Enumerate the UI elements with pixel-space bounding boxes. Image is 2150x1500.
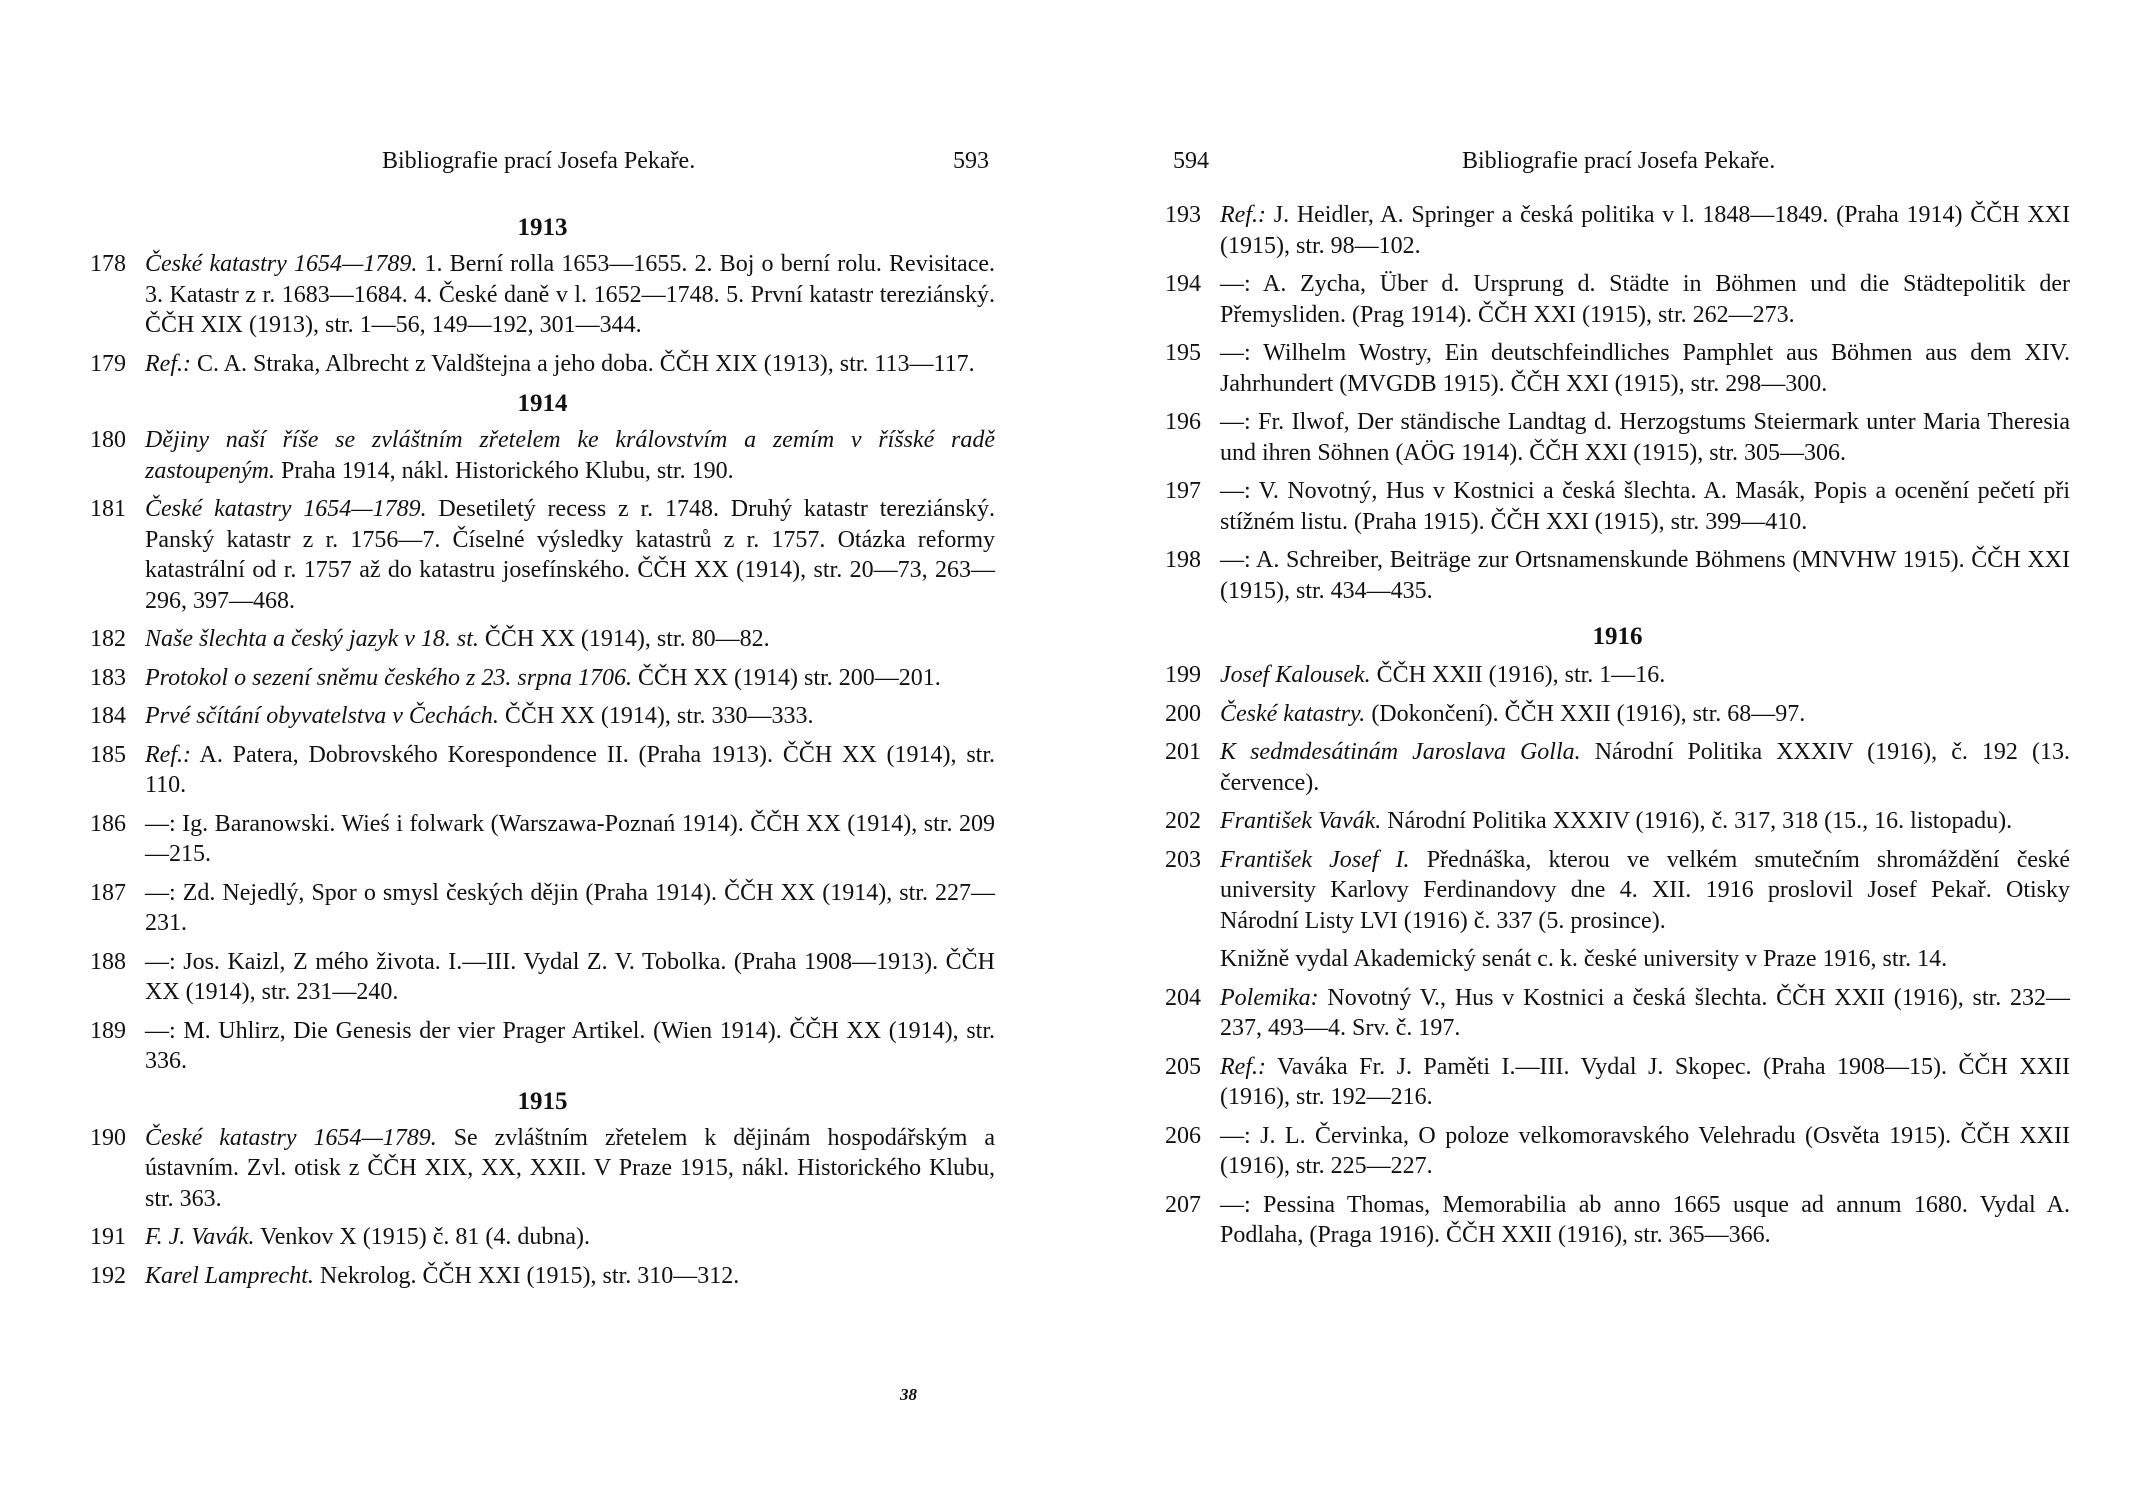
bibliography-entry <box>1165 983 2070 1044</box>
printer-signature: 38 <box>900 1385 917 1404</box>
entry-title: K sedmdesátinám Jaroslava Golla. <box>1220 739 1581 765</box>
entry-details: Desetiletý recess z r. 1748. Druhý katastr tereziánský. Panský katastr z r. 1756—7. Číselné výsledky katastrů z r. 1757. Otázka reformy katastrální od r. 1757 až do katastru josefínského. ČČH XX (1914), str. 20—73, 263—296, 397—468. <box>145 496 995 614</box>
left-page <box>90 0 995 1500</box>
bibliography-entry <box>90 425 995 486</box>
entry-title: František Josef I. <box>1220 846 1410 873</box>
entry-number: 184 <box>90 703 126 729</box>
entry-details: ČČH XXII (1916), str. 1—16. <box>1370 662 1666 688</box>
entry-title: Karel Lamprecht. <box>145 1262 314 1289</box>
entry-number: 192 <box>90 1262 126 1289</box>
bibliography-list <box>1165 200 2070 1259</box>
entry-title: Naše šlechta a český jazyk v 18. st. <box>145 626 479 652</box>
entry-number: 181 <box>90 496 126 522</box>
entry-number: 207 <box>1165 1191 1201 1218</box>
bibliography-entry <box>1165 200 2070 261</box>
bibliography-entry <box>1165 407 2070 468</box>
entry-details: Vaváka Fr. J. Paměti I.—III. Vydal J. Skopec. (Praha 1908—15). ČČH XXII (1916), str. 192—216. <box>1220 1053 2070 1110</box>
entry-number: 197 <box>1165 478 1201 504</box>
entry-number: 204 <box>1165 984 1201 1011</box>
entry-number: 180 <box>90 427 126 453</box>
entry-details: ČČH XX (1914), str. 80—82. <box>478 626 770 652</box>
bibliography-entry <box>90 947 995 1008</box>
entry-details: C. A. Straka, Albrecht z Valdštejna a jeho doba. ČČH XIX (1913), str. 113—117. <box>190 350 975 377</box>
entry-details: —: Zd. Nejedlý, Spor o smysl českých dějin (Praha 1914). ČČH XX (1914), str. 227—231. <box>145 879 995 936</box>
right-page <box>1165 0 2070 1500</box>
bibliography-entry <box>1165 1121 2070 1182</box>
entry-title: Polemika: <box>1220 984 1319 1011</box>
year-heading: 1913 <box>517 214 568 241</box>
bibliography-entry <box>90 624 995 655</box>
bibliography-list <box>90 205 995 1299</box>
bibliography-entry <box>90 1261 995 1292</box>
entry-number: 200 <box>1165 700 1201 727</box>
entry-number: 198 <box>1165 547 1201 573</box>
bibliography-entry <box>1165 545 2070 606</box>
bibliography-entry <box>1165 338 2070 399</box>
entry-details: Nekrolog. ČČH XXI (1915), str. 310—312. <box>313 1262 740 1289</box>
entry-title: Ref.: <box>1220 202 1266 228</box>
entry-number: 195 <box>1165 340 1201 366</box>
entry-details: (Dokončení). ČČH XXII (1916), str. 68—97. <box>1365 700 1806 727</box>
entry-details: —: V. Novotný, Hus v Kostnici a česká šlechta. A. Masák, Popis a ocenění pečetí při stížném listu. (Praha 1915). ČČH XXI (1915), str. 399—410. <box>1220 478 2070 535</box>
entry-details: —: M. Uhlirz, Die Genesis der vier Prager Artikel. (Wien 1914). ČČH XX (1914), str. 336. <box>145 1017 995 1074</box>
bibliography-entry <box>90 1222 995 1253</box>
entry-details: —: A. Zycha, Über d. Ursprung d. Städte in Böhmen und die Städtepolitik der Přemysliden. (Prag 1914). ČČH XXI (1915), str. 262—273. <box>1220 271 2070 328</box>
bibliography-entry <box>90 249 995 341</box>
entry-title: České katastry 1654—1789. <box>145 496 427 522</box>
entry-title: Ref.: <box>1220 1053 1266 1080</box>
entry-number: 205 <box>1165 1053 1201 1080</box>
bibliography-entry <box>90 1016 995 1077</box>
entry-number: 186 <box>90 810 126 837</box>
bibliography-entry <box>1165 269 2070 330</box>
entry-details: —: Wilhelm Wostry, Ein deutschfeindliches Pamphlet aus Böhmen aus dem XIV. Jahrhundert (MVGDB 1915). ČČH XXI (1915), str. 298—300. <box>1220 340 2070 397</box>
entry-number: 188 <box>90 948 126 975</box>
entry-details: Se zvláštním zřetelem k dějinám hospodářským a ústavním. Zvl. otisk z ČČH XIX, XX, XXII. V Praze 1915, nákl. Historického Klubu, str. 363. <box>145 1124 995 1212</box>
bibliography-entry <box>90 878 995 939</box>
year-heading: 1914 <box>517 390 568 417</box>
entry-details: —: Ig. Baranowski. Wieś i folwark (Warszawa-Poznań 1914). ČČH XX (1914), str. 209—215. <box>145 810 995 867</box>
entry-number: 199 <box>1165 662 1201 688</box>
entry-number: 193 <box>1165 202 1201 228</box>
entry-title: F. J. Vavák. <box>145 1224 255 1250</box>
bibliography-entry <box>90 1123 995 1215</box>
entry-title: Ref.: <box>145 350 191 377</box>
entry-title: České katastry. <box>1220 700 1366 727</box>
page-number: 594 <box>1173 148 1209 174</box>
entry-title: Protokol o sezení sněmu českého z 23. srpna 1706. <box>145 664 633 691</box>
bibliography-entry <box>1165 1052 2070 1113</box>
entry-details: Venkov X (1915) č. 81 (4. dubna). <box>254 1224 591 1250</box>
entry-number: 178 <box>90 251 126 277</box>
entry-number: 185 <box>90 741 126 768</box>
entry-number: 183 <box>90 664 126 691</box>
entry-details: ČČH XX (1914), str. 330—333. <box>498 703 814 729</box>
entry-details: Praha 1914, nákl. Historického Klubu, str. 190. <box>274 457 734 484</box>
entry-title: Prvé sčítání obyvatelstva v Čechách. <box>145 703 499 729</box>
running-title: Bibliografie prací Josefa Pekaře. <box>1462 148 1776 174</box>
entry-title: Josef Kalousek. <box>1220 662 1371 688</box>
entry-details: J. Heidler, A. Springer a česká politika v l. 1848—1849. (Praha 1914) ČČH XXI (1915), str. 98—102. <box>1220 202 2070 259</box>
entry-number: 182 <box>90 626 126 652</box>
entry-details: Národní Politika XXXIV (1916), č. 317, 318 (15., 16. listopadu). <box>1381 808 2013 834</box>
entry-number: 202 <box>1165 808 1201 834</box>
bibliography-entry <box>90 740 995 801</box>
entry-number: 190 <box>90 1124 126 1151</box>
entry-details: —: A. Schreiber, Beiträge zur Ortsnamenskunde Böhmens (MNVHW 1915). ČČH XXI (1915), str. 434—435. <box>1220 547 2070 604</box>
entry-number: 196 <box>1165 409 1201 435</box>
year-heading: 1915 <box>517 1087 568 1115</box>
bibliography-entry <box>90 809 995 870</box>
running-head <box>90 148 995 180</box>
entry-number: 187 <box>90 879 126 906</box>
entry-title: František Vavák. <box>1220 808 1382 834</box>
bibliography-entry <box>1165 1190 2070 1251</box>
bibliography-entry <box>90 349 995 380</box>
entry-note: Knižně vydal Akademický senát c. k. české university v Praze 1916, str. 14. <box>1220 946 1948 972</box>
bibliography-entry <box>90 701 995 732</box>
bibliography-entry <box>1165 737 2070 798</box>
bibliography-entry <box>1165 476 2070 537</box>
entry-details: —: Pessina Thomas, Memorabilia ab anno 1665 usque ad annum 1680. Vydal A. Podlaha, (Praga 1916). ČČH XXII (1916), str. 365—366. <box>1220 1191 2070 1248</box>
entry-number: 201 <box>1165 739 1201 765</box>
entry-details: —: Jos. Kaizl, Z mého života. I.—III. Vydal Z. V. Tobolka. (Praha 1908—1913). ČČH XX (1914), str. 231—240. <box>145 948 995 1005</box>
entry-details: —: J. L. Červinka, O poloze velkomoravského Velehradu (Osvěta 1915). ČČH XXII (1916), str. 225—227. <box>1220 1122 2070 1179</box>
year-heading: 1916 <box>1592 623 1643 650</box>
entry-details: Přednáška, kterou ve velkém smutečním shromáždění české university Karlovy Ferdinandovy dne 4. XII. 1916 proslovil Josef Pekař. Otisky Národní Listy LVI (1916) č. 337 (5. prosince). <box>1220 846 2070 934</box>
entry-number: 206 <box>1165 1122 1201 1149</box>
entry-details: —: Fr. Ilwof, Der ständische Landtag d. Herzogstums Steiermark unter Maria Theresia und ihren Söhnen (AÖG 1914). ČČH XXI (1915), str. 305—306. <box>1220 409 2070 466</box>
entry-number: 203 <box>1165 846 1201 873</box>
entry-title: České katastry 1654—1789. <box>145 1124 437 1151</box>
bibliography-entry <box>90 663 995 694</box>
bibliography-entry <box>1165 806 2070 837</box>
bibliography-entry <box>90 494 995 616</box>
bibliography-entry <box>1165 845 2070 937</box>
entry-number: 194 <box>1165 271 1201 297</box>
entry-details: A. Patera, Dobrovského Korespondence II. (Praha 1913). ČČH XX (1914), str. 110. <box>145 741 995 798</box>
bibliography-entry <box>1165 699 2070 730</box>
entry-number: 189 <box>90 1017 126 1044</box>
running-title: Bibliografie prací Josefa Pekaře. <box>382 148 696 174</box>
entry-details: Novotný V., Hus v Kostnici a česká šlechta. ČČH XXII (1916), str. 232—237, 493—4. Srv. č. 197. <box>1220 984 2070 1041</box>
entry-title: Ref.: <box>145 741 191 768</box>
entry-details: Národní Politika XXXIV (1916), č. 192 (13. července). <box>1220 739 2071 796</box>
entry-details: 1. Berní rolla 1653—1655. 2. Boj o berní rolu. Revisitace. 3. Katastr z r. 1683—1684. 4. České daně v l. 1652—1748. 5. První katastr tereziánský. ČČH XIX (1913), str. 1—56, 149—192, 301—344. <box>145 251 995 338</box>
entry-details: ČČH XX (1914) str. 200—201. <box>632 664 941 691</box>
running-head <box>1165 148 2070 180</box>
page-number: 593 <box>953 148 989 174</box>
entry-title: České katastry 1654—1789. <box>145 251 418 277</box>
entry-title: Dějiny naší říše se zvláštním zřetelem ke královstvím a zemím v říšské radě zastoupeným. <box>145 427 995 484</box>
bibliography-entry <box>1165 660 2070 691</box>
entry-number: 191 <box>90 1224 126 1250</box>
entry-number: 179 <box>90 350 126 377</box>
